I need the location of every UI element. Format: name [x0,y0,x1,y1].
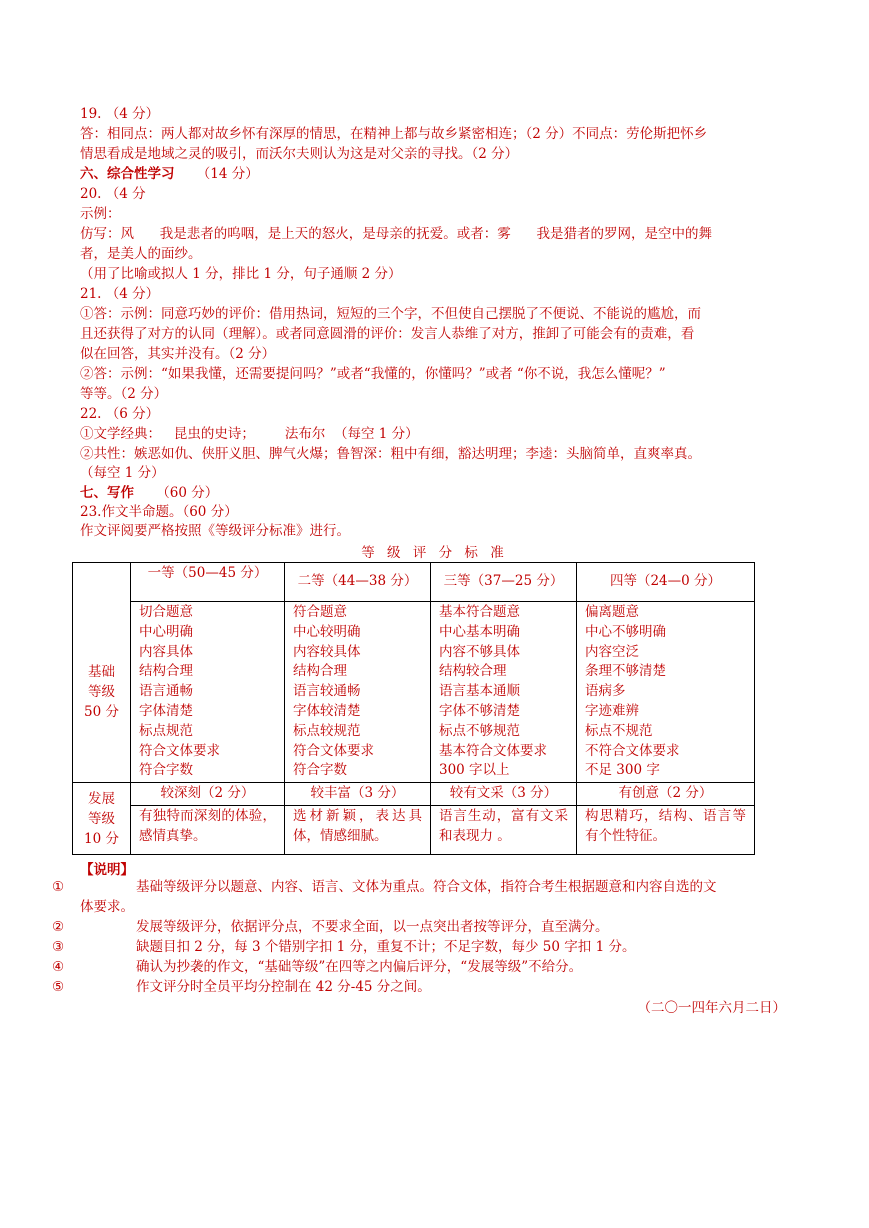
q21-answer2-line1: ②答：示例：“如果我懂，还需要提问吗？”或者“我懂的，你懂吗？”或者 “你不说，我怎么懂呢？” [80,366,666,382]
dev-desc-richness: 选材新颖，表达具体，情感细腻。 [285,806,431,855]
development-header-row [73,783,755,806]
dev-head-depth: 较深刻（2 分） [131,783,285,806]
q21-answer1-line1: ①答：示例：同意巧妙的评价：借用热词，短短的三个字，不但使自己摆脱了不便说、不能说的尴尬，而 [80,306,701,322]
grade-4-criteria: 偏离题意 中心不够明确 内容空泛 条理不够清楚 语病多 字迹难辨 标点不规范 不符合文体要求 不足 300 字 [577,602,755,783]
note-text: 发展等级评分，依据评分点，不要求全面，以一点突出者按等评分，直至满分。 [136,919,609,935]
corner-cell [73,563,131,602]
grade-header-row [73,563,755,602]
section6-score: （14 分） [196,166,259,182]
grade-1-header: 一等（50—45 分） [131,563,285,602]
q21-head: 21. （4 分） [80,286,160,302]
note-item-5 [52,978,431,997]
q22-answer-line3: （每空 1 分） [80,465,165,481]
dev-head-creativity: 有创意（2 分） [577,783,755,806]
section7-score: （60 分） [156,485,219,501]
table-caption: 等 级 评 分 标 准 [361,545,508,561]
q20-scoring: （用了比喻或拟人 1 分，排比 1 分，句子通顺 2 分） [80,266,402,282]
q21-answer1-line2: 且还获得了对方的认同（理解）。或者同意圆滑的评价：发言人恭维了对方，推卸了可能会有的责难，看 [80,326,695,342]
grade-4-header: 四等（24—0 分） [577,563,755,602]
dev-head-literary: 较有文采（3 分） [431,783,577,806]
q23-instruction: 作文评阅要严格按照《等级评分标准》进行。 [80,523,350,539]
q20-example-label: 示例： [80,206,121,222]
q21-answer2-line2: 等等。（2 分） [80,386,168,402]
grade-1-criteria: 切合题意 中心明确 内容具体 结构合理 语言通畅 字体清楚 标点规范 符合文体要求 符合字数 [131,602,285,783]
dev-desc-creativity: 构思精巧，结构、语言等有个性特征。 [577,806,755,855]
note-mark: ② [52,919,65,935]
q23-head: 23.作文半命题。（60 分） [80,504,238,520]
note-text: 作文评分时全员平均分控制在 42 分-45 分之间。 [136,979,431,995]
section7-title: 七、写作 [80,485,134,501]
grade-2-criteria: 符合题意 中心较明确 内容较具体 结构合理 语言较通畅 字体较清楚 标点较规范 符合文体要求 符合字数 [285,602,431,783]
q20-answer-line2: 者，是美人的面纱。 [80,246,202,262]
note-text: 基础等级评分以题意、内容、语言、文体为重点。符合文体，指符合考生根据题意和内容自选的文 [136,879,717,895]
q20-head: 20. （4 分 [80,186,146,202]
q20-answer-line1: 仿写：风 我是悲者的呜咽，是上天的怒火，是母亲的抚爱。或者：雾 我是猎者的罗网，是空中的舞 [80,226,712,242]
document-date: （二〇一四年六月二日） [637,1000,786,1016]
note-mark: ④ [52,959,65,975]
development-desc-row [73,806,755,855]
dev-desc-depth: 有独特而深刻的体验，感情真挚。 [131,806,285,855]
dev-desc-literary: 语言生动，富有文采和表现力 。 [431,806,577,855]
section6-heading [80,165,259,184]
note-item-1-continued: 体要求。 [80,899,134,915]
grade-2-header: 二等（44—38 分） [285,563,431,602]
section7-heading [80,484,218,503]
q21-answer1-line3: 似在回答，其实并没有。（2 分） [80,346,276,362]
note-mark: ③ [52,939,65,955]
grade-3-header: 三等（37—25 分） [431,563,577,602]
development-level-label: 发展 等级 10 分 [73,783,131,855]
note-item-4 [52,958,582,977]
q22-head: 22. （6 分） [80,406,160,422]
q19-answer-line1: 答：相同点：两人都对故乡怀有深厚的情思，在精神上都与故乡紧密相连；（2 分）不同点：劳伦斯把怀乡 [80,126,708,142]
note-mark: ⑤ [52,979,65,995]
basic-level-row [73,602,755,783]
basic-level-label: 基础 等级 50 分 [73,602,131,783]
q22-answer-line2: ②共性：嫉恶如仇、侠肝义胆、脾气火爆；鲁智深：粗中有细，豁达明理；李逵：头脑简单，直爽率真。 [80,446,701,462]
section6-title: 六、综合性学习 [80,166,175,182]
q22-answer-line1: ①文学经典： 昆虫的史诗； 法布尔 （每空 1 分） [80,426,419,442]
note-item-1 [52,878,717,897]
note-item-2 [52,918,609,937]
dev-head-richness: 较丰富（3 分） [285,783,431,806]
note-text: 缺题目扣 2 分，每 3 个错别字扣 1 分，重复不计；不足字数，每少 50 字扣 1 分。 [136,939,636,955]
q19-answer-line2: 情思看成是地域之灵的吸引，而沃尔夫则认为这是对父亲的寻找。（2 分） [80,146,519,162]
note-text: 确认为抄袭的作文，“基础等级”在四等之内偏后评分，“发展等级”不给分。 [136,959,583,975]
q19-head: 19. （4 分） [80,106,160,122]
grading-standard-table [72,562,755,855]
note-item-3 [52,938,635,957]
note-mark: ① [52,879,65,895]
grade-3-criteria: 基本符合题意 中心基本明确 内容不够具体 结构较合理 语言基本通顺 字体不够清楚 标点不够规范 基本符合文体要求 300 字以上 [431,602,577,783]
notes-title: 【说明】 [80,862,134,878]
